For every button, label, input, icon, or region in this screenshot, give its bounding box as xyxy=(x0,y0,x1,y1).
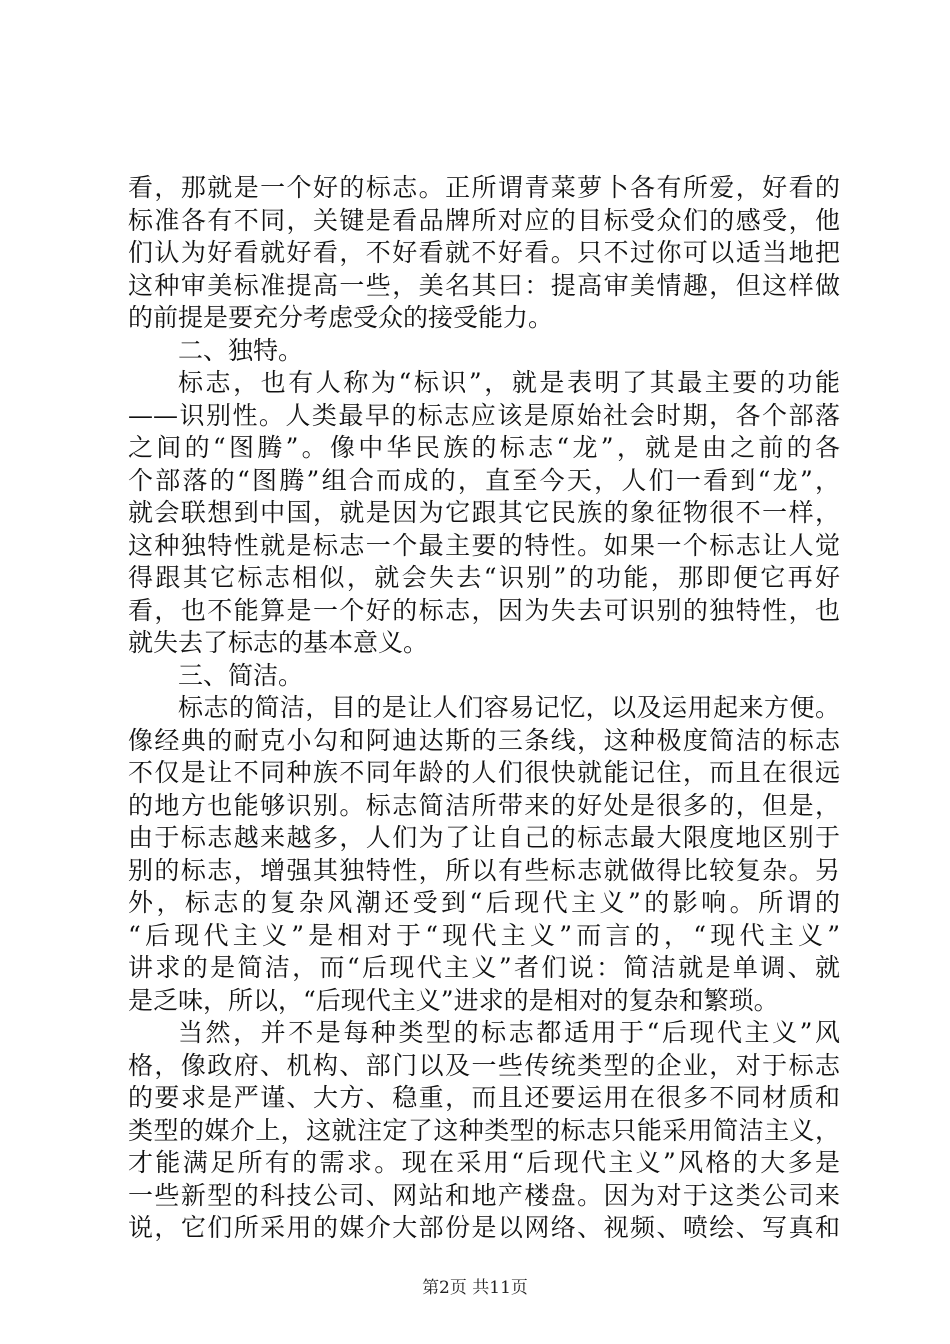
text-line: 的要求是严谨、大方、稳重，而且还要运用在很多不同材质和 xyxy=(128,1083,840,1112)
text-line: 讲求的是简洁，而“后现代主义”者们说：简洁就是单调、就 xyxy=(128,953,840,982)
text-line: 才能满足所有的需求。现在采用“后现代主义”风格的大多是 xyxy=(128,1148,840,1177)
text-line: 就会联想到中国，就是因为它跟其它民族的象征物很不一样， xyxy=(128,498,840,527)
text-line: 是乏味，所以，“后现代主义”进求的是相对的复杂和繁琐。 xyxy=(128,985,779,1015)
text-line: 就失去了标志的基本意义。 xyxy=(128,628,429,657)
text-line: 的前提是要充分考虑受众的接受能力。 xyxy=(128,303,554,332)
text-line: 们认为好看就好看，不好看就不好看。只不过你可以适当地把 xyxy=(128,238,840,267)
text-line: 标志，也有人称为“标识”，就是表明了其最主要的功能 xyxy=(178,368,840,397)
text-line: “后现代主义”是相对于“现代主义”而言的，“现代主义” xyxy=(128,920,840,950)
paragraph xyxy=(128,172,840,335)
text-line: 一些新型的科技公司、网站和地产楼盘。因为对于这类公司来 xyxy=(128,1180,840,1210)
paragraph xyxy=(128,1017,840,1245)
text-line: 看，也不能算是一个好的标志，因为失去可识别的独特性，也 xyxy=(128,595,840,625)
text-line: 别的标志，增强其独特性，所以有些标志就做得比较复杂。另 xyxy=(128,855,840,885)
text-line: 标志的简洁，目的是让人们容易记忆，以及运用起来方便。 xyxy=(178,693,840,722)
text-line: 看，那就是一个好的标志。正所谓青菜萝卜各有所爱，好看的 xyxy=(128,173,840,202)
text-line: 的地方也能够识别。标志简洁所带来的好处是很多的，但是， xyxy=(128,790,840,820)
text-line: 不仅是让不同种族不同年龄的人们很快就能记住，而且在很远 xyxy=(128,758,840,787)
text-line: ——识别性。人类最早的标志应该是原始社会时期，各个部落 xyxy=(128,400,840,430)
text-line: 像经典的耐克小勾和阿迪达斯的三条线，这种极度简洁的标志 xyxy=(128,725,840,755)
paragraph xyxy=(128,367,840,660)
text-line: 由于标志越来越多，人们为了让自己的标志最大限度地区别于 xyxy=(128,823,840,852)
text-line: 说，它们所采用的媒介大部份是以网络、视频、喷绘、写真和 xyxy=(128,1213,840,1242)
document-body xyxy=(128,172,840,1245)
text-line: 这种审美标准提高一些，美名其曰：提高审美情趣，但这样做 xyxy=(128,270,840,300)
text-line: 这种独特性就是标志一个最主要的特性。如果一个标志让人觉 xyxy=(128,530,840,560)
text-line: 之间的“图腾”。像中华民族的标志“龙”，就是由之前的各 xyxy=(128,433,840,462)
section-heading: 二、独特。 xyxy=(178,335,304,365)
page-number-footer: 第2页 共11页 xyxy=(422,1278,528,1298)
text-line: 个部落的“图腾”组合而成的，直至今天，人们一看到“龙”， xyxy=(128,465,840,495)
text-line: 类型的媒介上，这就注定了这种类型的标志只能采用简洁主义， xyxy=(128,1115,840,1145)
text-line: 标准各有不同，关键是看品牌所对应的目标受众们的感受，他 xyxy=(128,205,840,235)
text-line: 格，像政府、机构、部门以及一些传统类型的企业，对于标志 xyxy=(128,1050,840,1080)
paragraph xyxy=(128,692,840,1017)
text-line: 当然，并不是每种类型的标志都适用于“后现代主义”风 xyxy=(178,1018,840,1047)
text-line: 得跟其它标志相似，就会失去“识别”的功能，那即便它再好 xyxy=(128,563,840,592)
text-line: 外，标志的复杂风潮还受到“后现代主义”的影响。所谓的 xyxy=(128,888,840,917)
section-heading: 三、简洁。 xyxy=(178,660,304,690)
